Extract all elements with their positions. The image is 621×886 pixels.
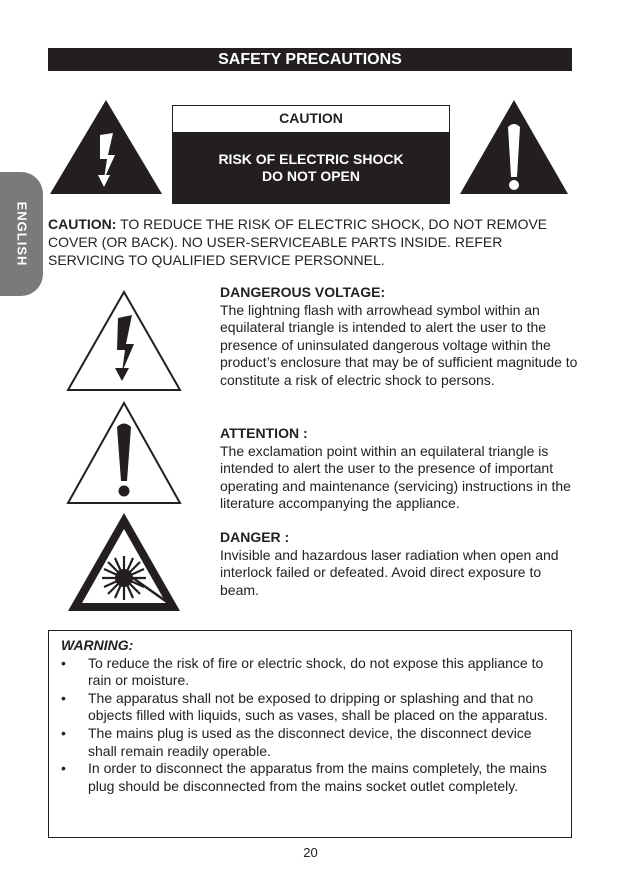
symbol-heading-voltage: DANGEROUS VOLTAGE: [220,284,386,300]
symbol-heading-attention: ATTENTION : [220,425,308,441]
symbol-description-voltage [220,284,580,390]
bullet-marker: • [61,654,66,671]
symbol-description-attention [220,425,580,513]
caution-statement-label: CAUTION: [48,216,117,232]
list-item: • In order to disconnect the apparatus from the mains completely, the mains plug should be disconnected from the mains socket outlet completely. [61,760,547,794]
list-item: • To reduce the risk of fire or electric shock, do not expose this appliance to rain or moisture. [61,654,544,689]
bullet-marker: • [61,724,66,741]
lightning-outline-triangle-icon [66,290,182,392]
language-tab [0,172,43,296]
symbol-text-danger: Invisible and hazardous laser radiation when open and interlock failed or defeated. Avoid direct exposure to beam. [220,546,559,598]
exclamation-outline-triangle-icon [66,401,182,505]
caution-statement [48,215,578,269]
caution-label-box [172,105,450,204]
language-tab-label: ENGLISH [14,201,29,267]
page-number: 20 [303,845,318,860]
laser-triangle-icon [66,511,182,613]
symbol-description-danger [220,529,580,599]
warning-list [61,655,561,796]
list-item: • The apparatus shall not be exposed to dripping or splashing and that no objects filled with liquids, such as vases, shall be placed on the apparatus. [61,689,548,724]
warning-heading: WARNING: [61,637,134,653]
symbol-heading-danger: DANGER : [220,529,290,545]
exclamation-triangle-icon [458,97,570,197]
bullet-marker: • [61,689,66,706]
caution-label-line-2: DO NOT OPEN [261,168,360,184]
symbol-text-attention: The exclamation point within an equilateral triangle is intended to alert the user to the presence of important operating and maintenance (servicing) instructions in the literature accompanying the appliance. [220,442,571,512]
caution-statement-body: TO REDUCE THE RISK OF ELECTRIC SHOCK, DO NOT REMOVE COVER (OR BACK). NO USER-SERVICEABLE PARTS INSIDE. REFER SERVICING TO QUALIFIED SERVICE PERSONNEL. [48,216,548,268]
page-title: SAFETY PRECAUTIONS [48,48,572,71]
symbol-text-voltage: The lightning flash with arrowhead symbol within an equilateral triangle is intended to alert the user to the presence of uninsulated dangerous voltage within the product’s enclosure that may be of sufficient magnitude to constitute a risk of electric shock to persons. [220,301,578,388]
lightning-triangle-icon [48,97,164,197]
list-item: • The mains plug is used as the disconnect device, the disconnect device shall remain readily operable. [61,724,532,759]
caution-label-heading: CAUTION [173,106,449,132]
bullet-marker: • [61,760,66,777]
warning-box [48,630,572,838]
caution-label-line-1: RISK OF ELECTRIC SHOCK [218,151,404,167]
